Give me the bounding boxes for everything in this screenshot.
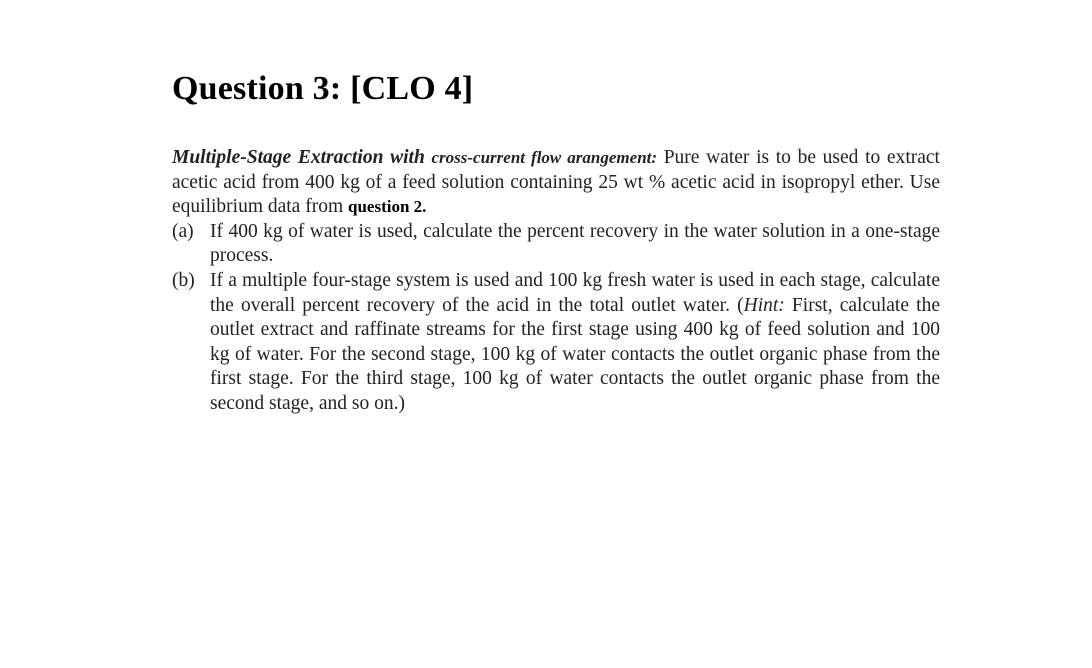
part-b-text-after: First, calculate the outlet extract and raffinate streams for the first stage using 400 kg of feed solution and 100 kg of water. For the second stage, 100 kg of water contacts the outlet organic phase from the first stage. For the third stage, 100 kg of water contacts the outlet organic phase from the second stage, and so on.) bbox=[210, 294, 940, 414]
problem-intro bbox=[172, 146, 940, 220]
part-b-text-before: If a multiple four-stage system is used and 100 kg fresh water is used in each stage, calculate the overall percent recovery of the acid in the total outlet water. ( bbox=[210, 269, 940, 316]
part-b bbox=[172, 269, 940, 417]
problem-statement bbox=[172, 146, 940, 417]
problem-intro-text: Pure water is to be used to extract acetic acid from 400 kg of a feed solution containing 25 wt % acetic acid in isopropyl ether. Use equilibrium data from bbox=[172, 147, 940, 218]
problem-heading-sub: cross-current flow arangement: bbox=[431, 148, 658, 167]
part-a-label: (a) bbox=[172, 220, 194, 242]
part-a-text: If 400 kg of water is used, calculate the percent recovery in the water solution in a one-stage process. bbox=[210, 220, 940, 267]
hint-label: Hint: bbox=[743, 294, 785, 316]
part-b-label: (b) bbox=[172, 269, 195, 291]
problem-heading-main: Multiple-Stage Extraction with bbox=[172, 147, 425, 168]
problem-heading bbox=[172, 147, 657, 168]
problem-reference: question 2. bbox=[348, 197, 427, 217]
question-title: Question 3: [CLO 4] bbox=[172, 70, 474, 107]
part-a bbox=[172, 220, 940, 269]
